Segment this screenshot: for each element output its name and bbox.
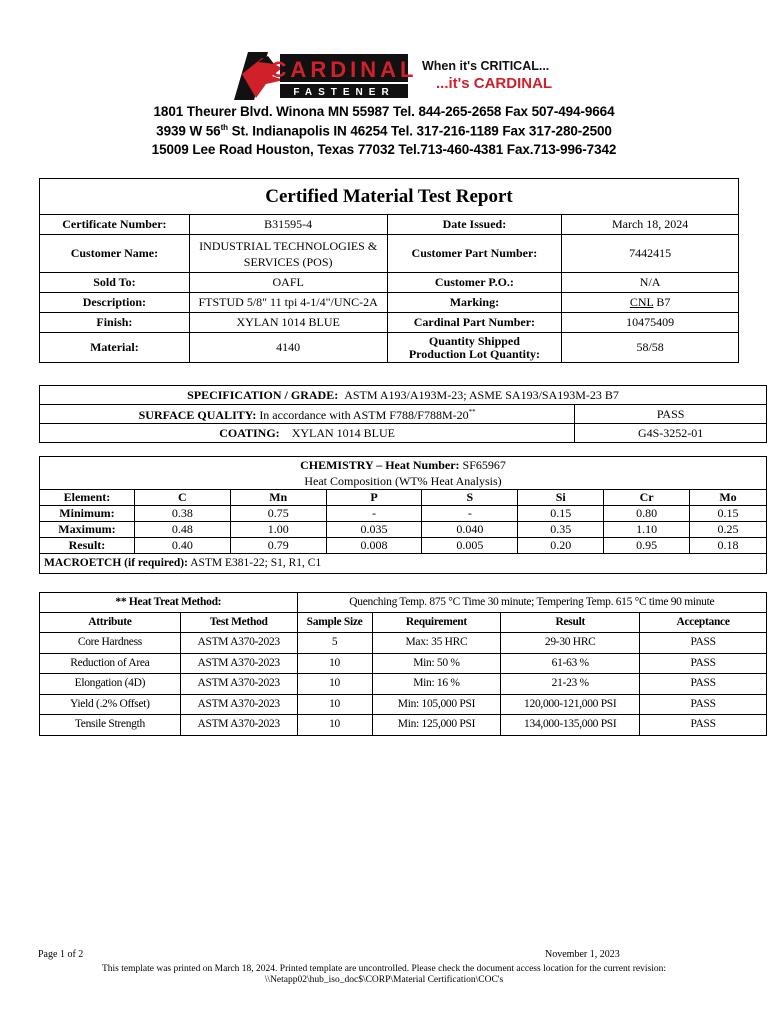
- cert-number: B31595-4: [189, 215, 387, 235]
- table-row: Reduction of Area ASTM A370-2023 10 Min: 50 % 61-63 % PASS: [40, 653, 767, 674]
- description: FTSTUD 5/8" 11 tpi 4-1/4"/UNC-2A: [189, 293, 387, 313]
- marking-label: Marking:: [387, 293, 562, 313]
- address-line-1: 1801 Theurer Blvd. Winona MN 55987 Tel. 844-265-2658 Fax 507-494-9664: [153, 104, 615, 119]
- template-date: November 1, 2023: [545, 949, 620, 960]
- description-label: Description:: [40, 293, 190, 313]
- macroetch: MACROETCH (if required): ASTM E381-22; S1, R1, C1: [40, 554, 767, 574]
- chemistry-header-row: Element: C Mn P S Si Cr Mo: [40, 490, 767, 506]
- specification-table: [39, 385, 767, 443]
- element-p: P: [326, 490, 422, 506]
- cardinal-bird-icon: [228, 48, 558, 102]
- coating: COATING: XYLAN 1014 BLUE: [40, 424, 575, 443]
- address-line-2: 3939 W 56th St. Indianapolis IN 46254 Tel. 317-216-1189 Fax 317-280-2500: [156, 123, 612, 139]
- customer-po-label: Customer P.O.:: [387, 273, 562, 293]
- heat-treat-table: [39, 592, 767, 736]
- table-row: Elongation (4D) ASTM A370-2023 10 Min: 16 % 21-23 % PASS: [40, 674, 767, 695]
- finish-label: Finish:: [40, 313, 190, 333]
- surface-result: PASS: [575, 405, 767, 424]
- date-issued: March 18, 2024: [562, 215, 739, 235]
- element-mo: Mo: [690, 490, 767, 506]
- cardinal-logo: [228, 48, 558, 102]
- sold-to-label: Sold To:: [40, 273, 190, 293]
- chemistry-row-minimum: Minimum: 0.38 0.75 - - 0.15 0.80 0.15: [40, 506, 767, 522]
- customer-name-label: Customer Name:: [40, 235, 190, 273]
- tagline-1: When it's CRITICAL...: [422, 59, 550, 73]
- quantity: 58/58: [562, 333, 739, 363]
- heat-treat-header-row: Attribute Test Method Sample Size Requirement Result Acceptance: [40, 613, 767, 633]
- logo-subword: FASTENER: [293, 87, 395, 98]
- element-cr: Cr: [604, 490, 690, 506]
- marking: CNL B7: [562, 293, 739, 313]
- chemistry-table: [39, 456, 767, 574]
- quantity-label: Quantity Shipped Production Lot Quantity:: [387, 333, 562, 363]
- cert-number-label: Certificate Number:: [40, 215, 190, 235]
- chemistry-row-maximum: Maximum: 0.48 1.00 0.035 0.040 0.35 1.10 0.25: [40, 522, 767, 538]
- date-issued-label: Date Issued:: [387, 215, 562, 235]
- customer-part: 7442415: [562, 235, 739, 273]
- element-c: C: [134, 490, 230, 506]
- material: 4140: [189, 333, 387, 363]
- customer-part-label: Customer Part Number:: [387, 235, 562, 273]
- element-mn: Mn: [230, 490, 326, 506]
- heat-treat-method-label: ** Heat Treat Method:: [40, 593, 298, 613]
- spec-grade-row: SPECIFICATION / GRADE: ASTM A193/A193M-23; ASME SA193/SA193M-23 B7: [40, 386, 767, 405]
- heat-treat-method: Quenching Temp. 875 °C Time 30 minute; Tempering Temp. 615 °C time 90 minute: [297, 593, 766, 613]
- table-row: Tensile Strength ASTM A370-2023 10 Min: 125,000 PSI 134,000-135,000 PSI PASS: [40, 715, 767, 736]
- certificate-table: [39, 178, 739, 363]
- coating-ref: G4S-3252-01: [575, 424, 767, 443]
- logo-wordmark: CARDINAL: [270, 57, 418, 82]
- element-si: Si: [518, 490, 604, 506]
- cardinal-part-label: Cardinal Part Number:: [387, 313, 562, 333]
- customer-name: INDUSTRIAL TECHNOLOGIES & SERVICES (POS): [189, 235, 387, 273]
- table-row: Yield (.2% Offset) ASTM A370-2023 10 Min: 105,000 PSI 120,000-121,000 PSI PASS: [40, 694, 767, 715]
- element-s: S: [422, 490, 518, 506]
- template-notice: This template was printed on March 18, 2024. Printed template are uncontrolled. Please check the document access location for the current revision:: [101, 964, 666, 974]
- template-path: \\Netapp02\hub_iso_doc$\CORP\Material Certification\COC's: [264, 975, 504, 985]
- finish: XYLAN 1014 BLUE: [189, 313, 387, 333]
- surface-quality: SURFACE QUALITY: In accordance with ASTM F788/F788M-20**: [40, 405, 575, 424]
- material-label: Material:: [40, 333, 190, 363]
- chemistry-title: CHEMISTRY – Heat Number: SF65967: [40, 457, 767, 474]
- page-number: Page 1 of 2: [38, 949, 84, 960]
- tagline-2: ...it's CARDINAL: [436, 75, 553, 92]
- address-line-3: 15009 Lee Road Houston, Texas 77032 Tel.713-460-4381 Fax.713-996-7342: [151, 142, 617, 157]
- report-title: Certified Material Test Report: [40, 179, 739, 215]
- sold-to: OAFL: [189, 273, 387, 293]
- chemistry-row-result: Result: 0.40 0.79 0.008 0.005 0.20 0.95 0.18: [40, 538, 767, 554]
- table-row: Core Hardness ASTM A370-2023 5 Max: 35 HRC 29-30 HRC PASS: [40, 633, 767, 654]
- chemistry-subtitle: Heat Composition (WT% Heat Analysis): [40, 474, 767, 490]
- customer-po: N/A: [562, 273, 739, 293]
- cardinal-part: 10475409: [562, 313, 739, 333]
